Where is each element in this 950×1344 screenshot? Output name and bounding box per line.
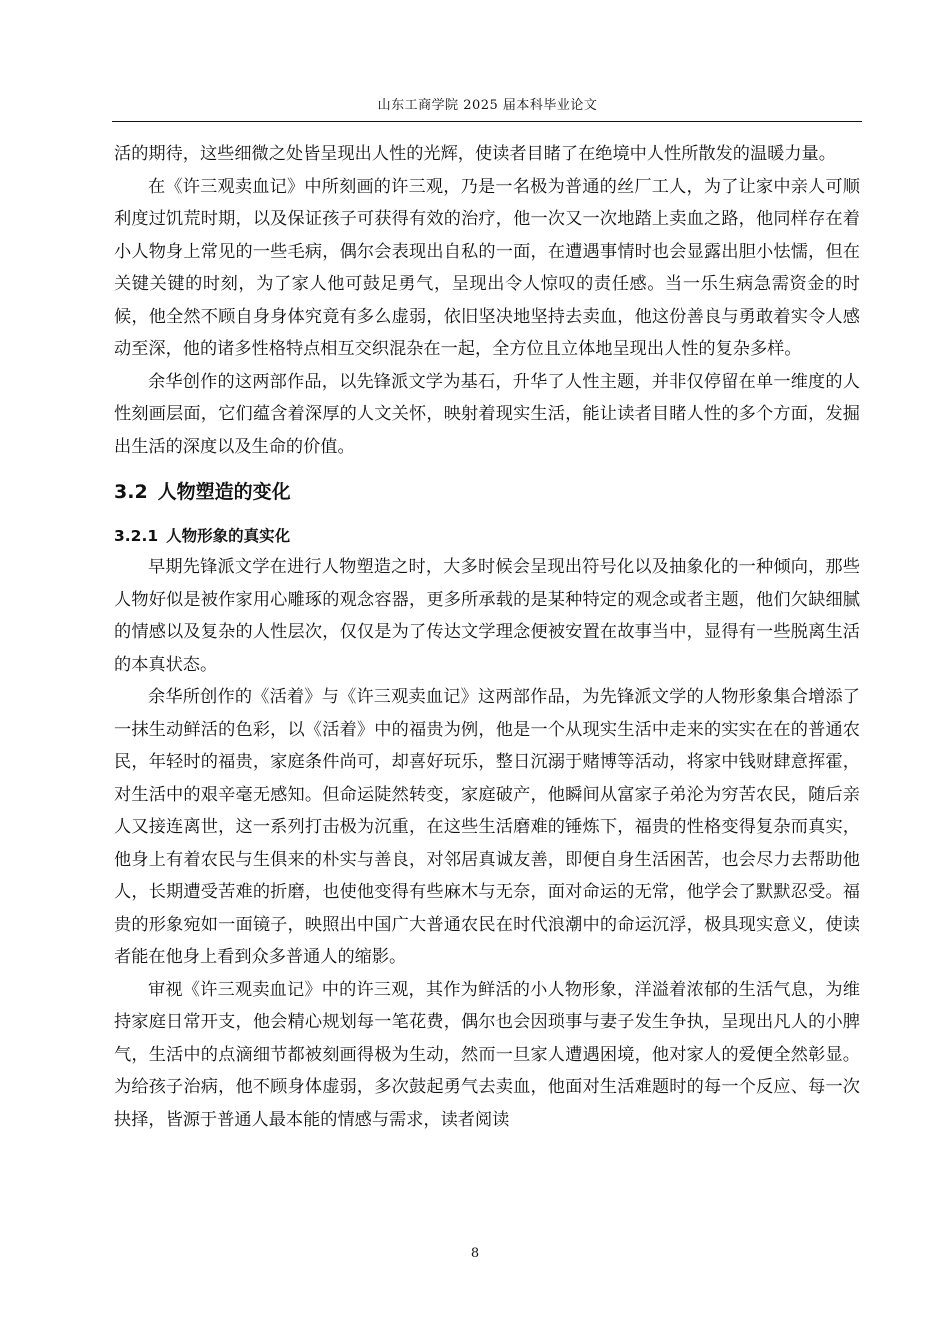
body-text bbox=[114, 138, 860, 1136]
paragraph: 早期先锋派文学在进行人物塑造之时，大多时候会呈现出符号化以及抽象化的一种倾向，那些人物好似是被作家用心雕琢的观念容器，更多所承载的是某种特定的观念或者主题，他们欠缺细腻的情感以及复杂的人性层次，仅仅是为了传达文学理念便被安置在故事当中，显得有一些脱离生活的本真状态。 bbox=[114, 557, 860, 675]
section-number: 3.2 bbox=[114, 481, 148, 503]
paragraph: 活的期待，这些细微之处皆呈现出人性的光辉，使读者目睹了在绝境中人性所散发的温暖力量。 bbox=[114, 144, 836, 164]
paragraph: 余华所创作的《活着》与《许三观卖血记》这两部作品，为先锋派文学的人物形象集合增添了一抹生动鲜活的色彩，以《活着》中的福贵为例，他是一个从现实生活中走来的实实在在的普通农民，年轻时的福贵，家庭条件尚可，却喜好玩乐，整日沉溺于赌博等活动，将家中钱财肆意挥霍，对生活中的艰辛毫无感知。但命运陡然转变，家庭破产，他瞬间从富家子弟沦为穷苦农民，随后亲人又接连离世，这一系列打击极为沉重，在这些生活磨难的锤炼下，福贵的性格变得复杂而真实，他身上有着农民与生俱来的朴实与善良，对邻居真诚友善，即便自身生活困苦，也会尽力去帮助他人，长期遭受苦难的折磨，也使他变得有些麻木与无奈，面对命运的无常，他学会了默默忍受。福贵的形象宛如一面镜子，映照出中国广大普通农民在时代浪潮中的命运沉浮，极具现实意义，使读者能在他身上看到众多普通人的缩影。 bbox=[114, 687, 860, 967]
paragraph: 余华创作的这两部作品，以先锋派文学为基石，升华了人性主题，并非仅停留在单一维度的人性刻画层面，它们蕴含着深厚的人文关怀，映射着现实生活，能让读者目睹人性的多个方面，发掘出生活的深度以及生命的价值。 bbox=[114, 371, 860, 457]
paragraph: 审视《许三观卖血记》中的许三观，其作为鲜活的小人物形象，洋溢着浓郁的生活气息，为维持家庭日常开支，他会精心规划每一笔花费，偶尔也会因琐事与妻子发生争执，呈现出凡人的小脾气，生活中的点滴细节都被刻画得极为生动，然而一旦家人遭遇困境，他对家人的爱便全然彰显。为给孩子治病，他不顾身体虚弱，多次鼓起勇气去卖血，他面对生活难题时的每一个反应、每一次抉择，皆源于普通人最本能的情感与需求，读者阅读 bbox=[114, 979, 860, 1130]
page-number: 8 bbox=[470, 1246, 480, 1261]
section-heading bbox=[114, 475, 860, 509]
header-rule bbox=[112, 121, 862, 122]
subsection-title: 人物形象的真实化 bbox=[166, 527, 291, 545]
subsection-heading bbox=[114, 521, 860, 551]
subsection-number: 3.2.1 bbox=[114, 527, 159, 545]
paragraph: 在《许三观卖血记》中所刻画的许三观，乃是一名极为普通的丝厂工人，为了让家中亲人可顺利度过饥荒时期，以及保证孩子可获得有效的治疗，他一次又一次地踏上卖血之路，他同样存在着小人物身上常见的一些毛病，偶尔会表现出自私的一面，在遭遇事情时也会显露出胆小怯懦，但在关键关键的时刻，为了家人他可鼓足勇气，呈现出令人惊叹的责任感。当一乐生病急需资金的时候，他全然不顾自身身体究竟有多么虚弱，依旧坚决地坚持去卖血，他这份善良与勇敢着实令人感动至深，他的诸多性格特点相互交织混杂在一起，全方位且立体地呈现出人性的复杂多样。 bbox=[114, 176, 860, 359]
section-title: 人物塑造的变化 bbox=[157, 481, 291, 503]
running-header: 山东工商学院 2025 届本科毕业论文 bbox=[377, 98, 598, 113]
